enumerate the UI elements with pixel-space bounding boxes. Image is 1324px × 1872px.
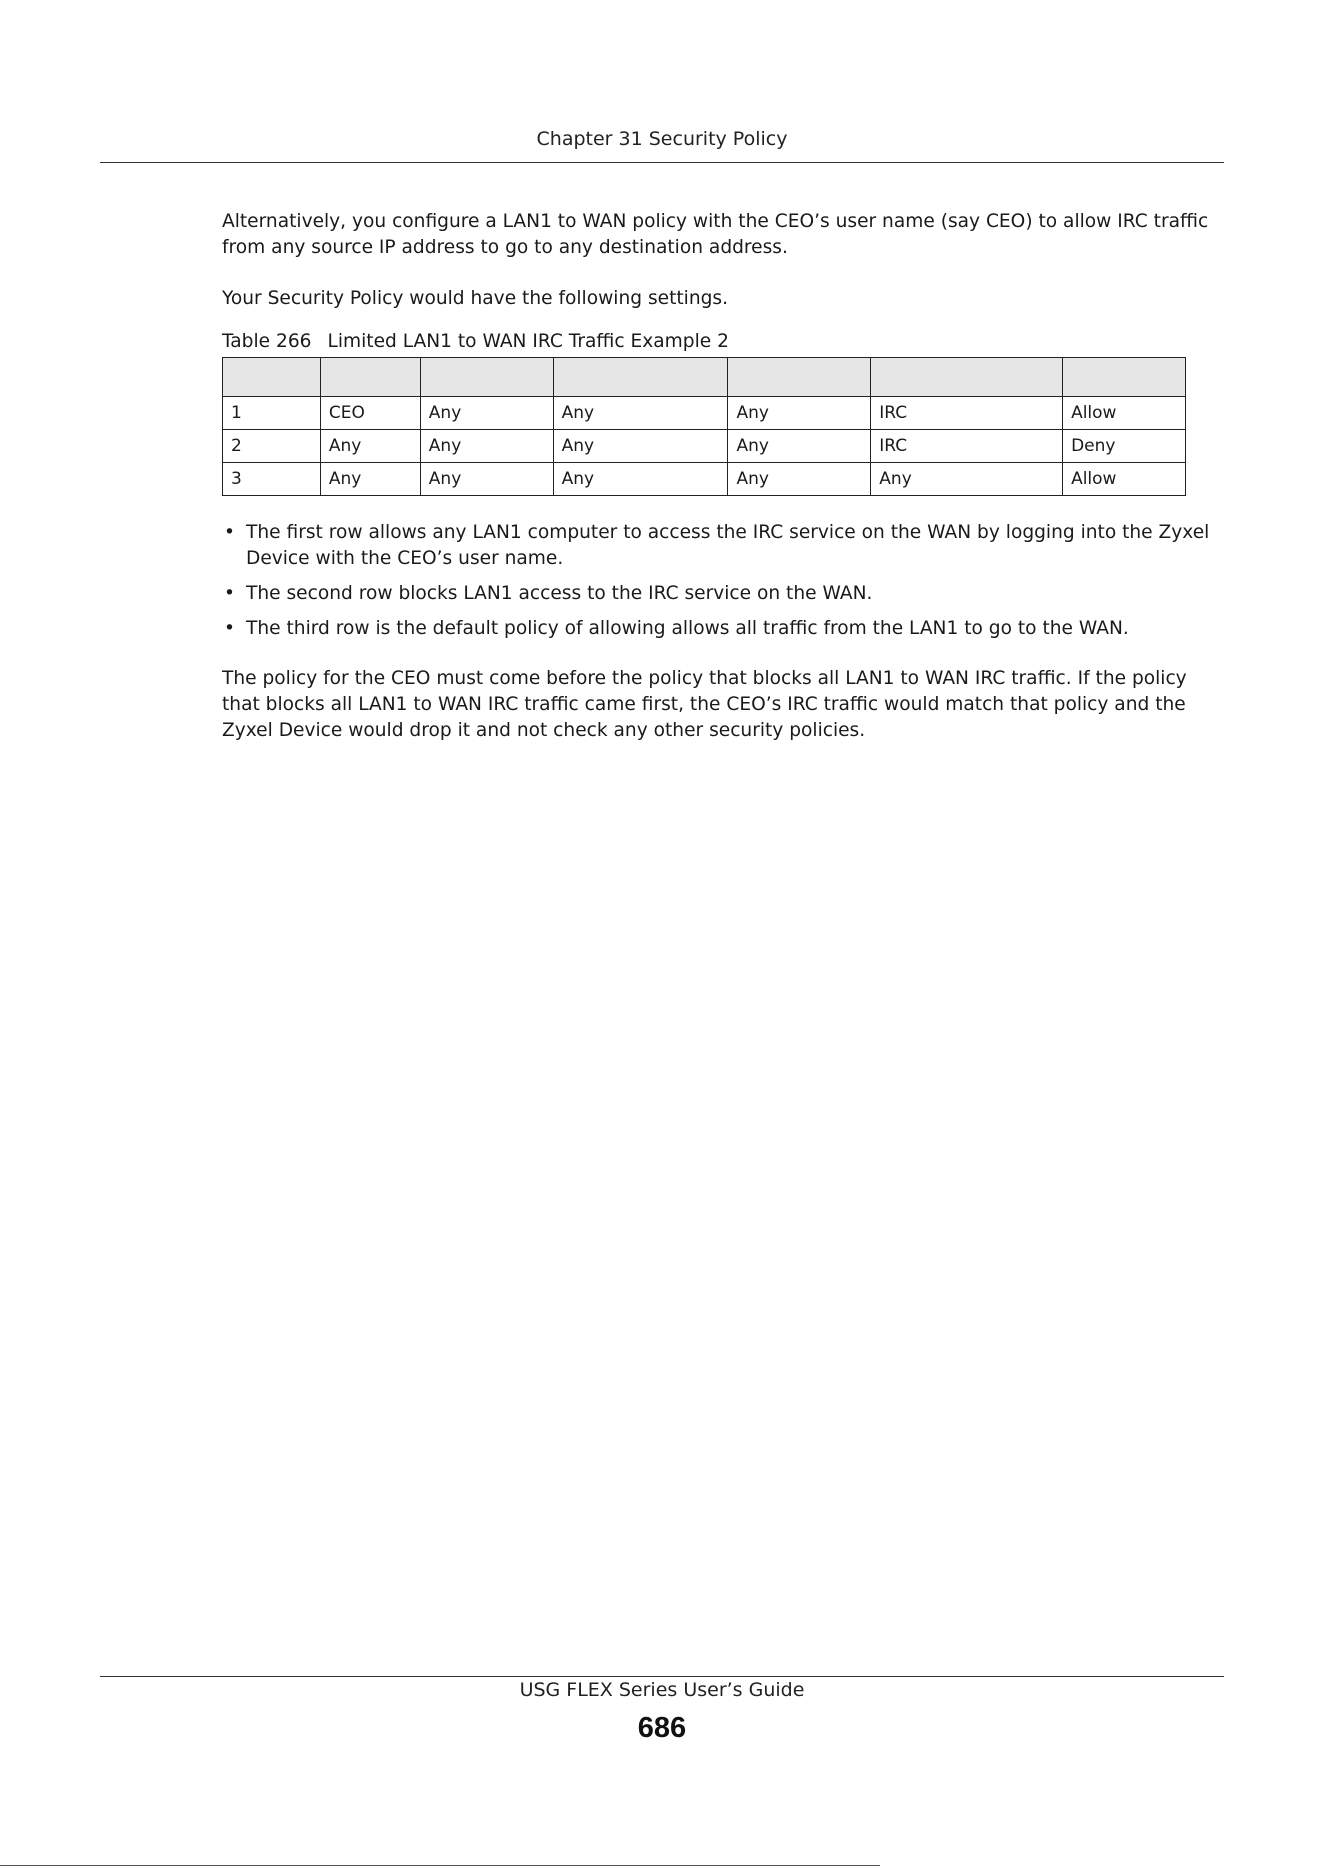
table-header-cell <box>728 358 871 397</box>
table-cell: Any <box>420 463 553 496</box>
table-cell: Allow <box>1063 397 1186 430</box>
chapter-header: Chapter 31 Security Policy <box>536 128 788 150</box>
bullet-text: The first row allows any LAN1 computer to access the IRC service on the WAN by logging into the Zyxel Device with the CEO’s user name. <box>246 522 1210 569</box>
table-cell: Any <box>728 430 871 463</box>
conclusion-paragraph: The policy for the CEO must come before the policy that blocks all LAN1 to WAN IRC traffic. If the policy that blocks all LAN1 to WAN IRC traffic came first, the CEO’s IRC traffic would match that policy and the Zyxel Device would drop it and not check any other security policies. <box>222 668 1187 741</box>
table-cell: Deny <box>1063 430 1186 463</box>
table-cell: IRC <box>871 430 1063 463</box>
explanation-bullet-list <box>222 520 1232 651</box>
table-cell: Any <box>553 397 728 430</box>
bullet-text: The third row is the default policy of allowing allows all traffic from the LAN1 to go to the WAN. <box>246 618 1129 639</box>
table-header-cell <box>871 358 1063 397</box>
table-header-row <box>223 358 1186 397</box>
bullet-icon: • <box>224 618 235 639</box>
policy-table <box>222 357 1186 496</box>
table-cell: 1 <box>223 397 321 430</box>
bullet-icon: • <box>224 583 235 604</box>
table-header-cell <box>420 358 553 397</box>
table-cell: 3 <box>223 463 321 496</box>
table-cell: Any <box>420 430 553 463</box>
guide-title: USG FLEX Series User’s Guide <box>519 1679 805 1701</box>
bullet-item <box>222 581 1232 607</box>
table-cell: 2 <box>223 430 321 463</box>
table-cell: Any <box>320 463 420 496</box>
bullet-item <box>222 616 1232 642</box>
footer-divider <box>100 1676 1224 1677</box>
table-header-cell <box>320 358 420 397</box>
table-cell: IRC <box>871 397 1063 430</box>
table-cell: Allow <box>1063 463 1186 496</box>
table-header-cell <box>553 358 728 397</box>
bullet-item <box>222 520 1232 572</box>
table-cell: Any <box>871 463 1063 496</box>
table-cell: Any <box>320 430 420 463</box>
page-number: 686 <box>637 1712 687 1744</box>
intro-paragraph: Alternatively, you configure a LAN1 to WAN policy with the CEO’s user name (say CEO) to allow IRC traffic from any source IP address to go to any destination address. <box>222 211 1209 258</box>
table-cell: Any <box>553 463 728 496</box>
table-caption <box>222 331 729 352</box>
table-row <box>223 397 1186 430</box>
table-cell: CEO <box>320 397 420 430</box>
table-header-cell <box>1063 358 1186 397</box>
bullet-icon: • <box>224 522 235 543</box>
table-cell: Any <box>728 463 871 496</box>
table-row <box>223 430 1186 463</box>
table-cell: Any <box>728 397 871 430</box>
table-cell: Any <box>420 397 553 430</box>
page-edge-line <box>0 1865 880 1866</box>
table-caption-number: Table 266 <box>222 331 312 352</box>
table-row <box>223 463 1186 496</box>
settings-paragraph: Your Security Policy would have the following settings. <box>222 288 729 309</box>
table-cell: Any <box>553 430 728 463</box>
table-header-cell <box>223 358 321 397</box>
table-caption-title: Limited LAN1 to WAN IRC Traffic Example 2 <box>327 331 729 352</box>
header-divider <box>100 162 1224 163</box>
bullet-text: The second row blocks LAN1 access to the IRC service on the WAN. <box>246 583 873 604</box>
